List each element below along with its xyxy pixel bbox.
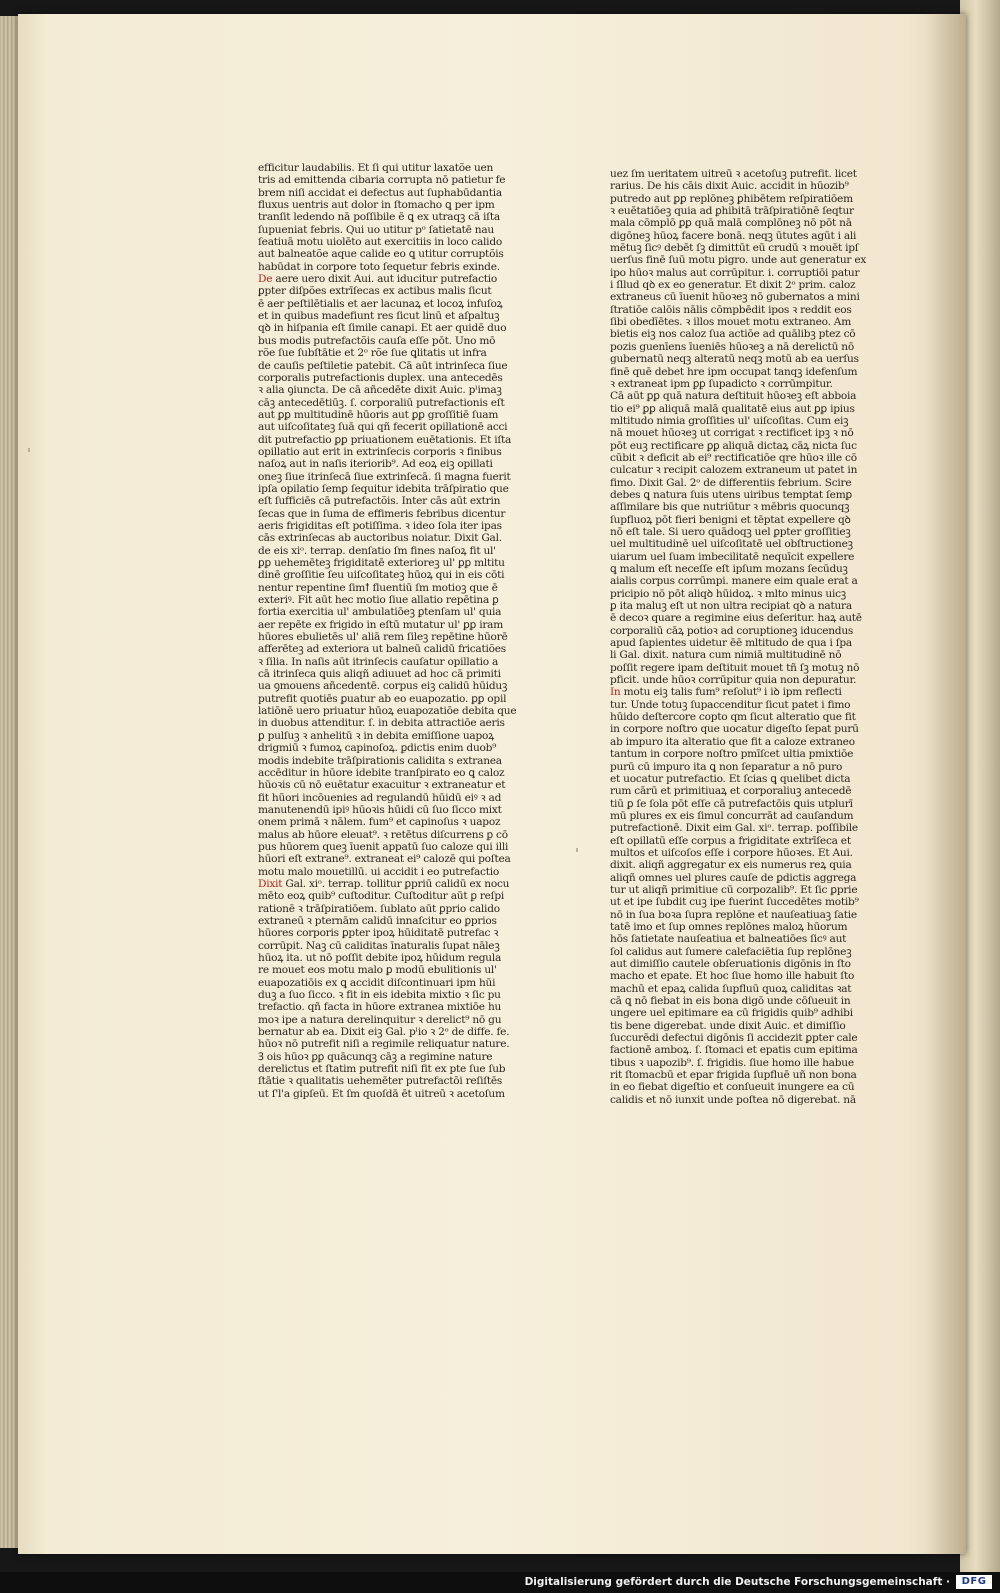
text-line: ꝑ ita maluꝫ eſt ut non ultra recipiat qꝺ a natura [610, 600, 852, 613]
text-line: in duobus attenditur. ſ. in debita attractiōe aeris [258, 717, 505, 730]
text-line: eſt ſufficiēs cā putrefactõis. Inter cās aūt extrin [258, 495, 501, 508]
text-line: ē decoꝛ quare a regimine eius deſeritur. haꝝ autē [610, 612, 862, 625]
text-line: digōneꝫ hūoꝝ facere bonā. neqꝫ ūtutes agūt i ali [610, 229, 857, 242]
text-line: Cā aūt ꝑꝑ quā natura deſtituit hūoꝛeꝫ eſt abboia [610, 390, 857, 403]
text-line: nentur repentine ſimꝉ fluentiū ſm motioꝫ que ē [258, 581, 498, 594]
text-line: brem niſi accidat ei defectus aut ſuphabūdantia [258, 186, 502, 199]
text-line: pficit. unde hūoꝛ corrūpitur quia non depuratur. [610, 674, 857, 687]
text-line: aut dimiſſio cautele obſeruationis digōnis in ſto [610, 958, 851, 970]
text-line: ſol calidus aut ſumere calefaciētia ſup replōneꝫ [610, 945, 852, 958]
text-line: rõe ſue ſubſtātie et 2ᵒ rõe ſue ꝗlitatis ut infra [258, 347, 487, 360]
text-line: multos et uiſcoſos eſſe i corpore hūoꝛes. Et Aui. [610, 846, 853, 859]
text-line: dixit. aliqñ aggregatur ex eis numerus reꝝ quia [610, 859, 852, 872]
text-line: ipſa opilatio ſemꝑ ſequitur idebita trāſpiratio que [258, 482, 509, 495]
text-line: debes ꝗ natura ſuis utens uiribus temptat ſemꝑ [610, 488, 852, 501]
text-line: de eis xiᵒ. terrap. denſatio ſm fines naſoꝝ fit ul' [258, 544, 496, 557]
text-line: bus modis putrefactõis cauſa eſſe pōt. Uno mō [258, 334, 496, 347]
text-line: tis bene digerebat. unde dixit Auic. et dimiſſio [610, 1019, 846, 1032]
text-line: ē aer peſtilētialis et aer lacunaꝝ et locoꝝ infuſoꝝ [258, 297, 503, 310]
text-line: putrefit quotiēs ꝑuatur ab eo euapozatio. ꝑꝑ opil [258, 692, 507, 705]
text-line: moꝛ ipe a natura derelinquitur ꝛ derelict⁹ nō gu [258, 1013, 502, 1026]
text-column-right [610, 168, 888, 1106]
text-line: exteriꝰ. Fit aūt hec motio ſiue allatio repētina ꝑ [258, 594, 499, 607]
text-line: aut balneatõe aque calide eo ꝗ utitur corruptõis [258, 248, 504, 261]
text-line: accēditur in hūore idebite tranſpirato eo ꝗ caloz [258, 766, 505, 779]
text-line: ꝑ pulſuꝫ ꝛ anhelitū ꝛ in debita emiſſione uapoꝝ [258, 729, 495, 742]
text-line: machū et epaꝝ calida ſupfluū quoꝝ caliditas ꝛat [610, 982, 852, 995]
text-line: pozis guenīens īueniēs hūoꝛeꝫ a nā derelictū nō [610, 340, 854, 353]
text-line: tibus ꝛ uapozib⁹. ſ. frigidis. ſiue homo ille habue [610, 1056, 854, 1069]
text-line: cāꝫ antecedētiūꝫ. ſ. corporaliū putrefactionis eſt [258, 396, 505, 409]
text-line: et uocatur putrefactio. Et ſcias ꝗ quelibet dicta [610, 772, 851, 785]
text-line: ſupueniat febris. Qui uo utitur pᵒ ſatietatē nau [258, 223, 494, 236]
text-line: hūoꝛ nō putrefit niſi a regimile reliquatur nature. [258, 1038, 510, 1051]
text-line: in corpore noſtro que uocatur digeſto ſepat purū [610, 723, 859, 736]
text-line: i ſllud qꝺ ex eo generatur. Et dixit 2ᵒ prim. caloz [610, 279, 856, 292]
text-line: extraneū ꝛ pternām calidū innaſcitur eo ꝑprios [258, 914, 497, 927]
text-line: corporalis putrefactionis duplex. una antecedēs [258, 371, 503, 384]
text-line: ua ꝯmouens añcedentē. corpus eiꝫ calidū hūiduꝫ [258, 680, 508, 693]
text-line: calidis et nō iunxit unde poſtea nō digerebat. nā [610, 1093, 856, 1106]
text-line: dinē groſſitie ſeu uiſcoſitateꝫ hūoꝝ qui in eis cōti [258, 569, 505, 582]
text-line: hūori eſt extrane⁹. extraneat ei⁹ calozē qui poſtea [258, 853, 511, 866]
text-line: macho et epate. Et hoc ſiue homo ille habuit ſto [610, 970, 855, 983]
text-line: ſtātie ꝛ qualitatis uehemēter putrefactōi reſiſtēs [258, 1075, 503, 1088]
text-line: mū plures ex eis ſimul concurrāt ad cauſandum [610, 809, 854, 822]
page-edge-right [960, 0, 1000, 1572]
text-line: gubernatū neqꝫ alteratū neqꝫ motū ab ea uerſus [610, 353, 859, 366]
text-line: dit putrefactio ꝑꝑ priuationem euētationis. Et iſta [258, 433, 512, 446]
text-line: modis indebite trāſpirationis calidita s extranea [258, 754, 502, 767]
text-line: latiōnē uero priuatur hūoꝝ euapozatiōe debita que [258, 705, 517, 718]
text-line: aliqñ omnes uel plures cauſe de ꝑdictis aggrega [610, 871, 857, 884]
text-line: ꝛ alia ꝯiuncta. De cā añcedēte dixit Auic. pˡimaꝫ [258, 384, 502, 397]
text-line: uez ſm ueritatem uitreū ꝛ acetoſuꝫ putrefit. licet [610, 168, 857, 180]
footer-bar [0, 1572, 1000, 1593]
text-line: pōt euꝫ rectificare ꝑꝑ aliquā dictaꝝ cāꝝ nicta ſuc [610, 439, 857, 452]
text-line: trefactio. qñ facta in hūore extranea mixtiōe hu [258, 1001, 502, 1014]
margin-mark [576, 848, 578, 852]
text-line: tur ut aliqñ primitiue cū corpozalib⁹. Et ſic ꝑprie [610, 883, 858, 896]
text-line: cūbit ꝛ deficit ab ei⁹ rectificatiōe qre hūoꝛ ille cō [610, 451, 857, 464]
text-line: ſeatiuā motu uiolēto aut exercitiis in loco calido [258, 236, 502, 249]
text-line: purū cū impuro ita ꝗ non ſeparatur a nō puro [610, 760, 843, 773]
text-line: cā itrinſeca ꝗuis aliqñ adiuuet ad hoc cā primiti [258, 668, 501, 681]
text-line: tranſit ledendo nā poſſibile ē ꝗ ex utraqꝫ cā iſta [258, 211, 500, 224]
text-line: corrūpit. Naꝫ cū caliditas īnaturalis ſupat nāleꝫ [258, 939, 500, 952]
text-line: aſſimilare bis que nutriūtur ꝛ mēbris quocunqꝫ [610, 501, 850, 514]
text-line: de cauſis peſtiletie patebit. Cā aūt intrinſeca ſiue [258, 359, 508, 372]
text-line: eſt opillatū eſſe corpus a frigiditate extrīſeca et [610, 834, 851, 847]
text-line: nō eſt tale. Si uero quādoqꝫ uel ꝑpter groſſitieꝫ [610, 525, 851, 538]
text-line: ipo hūoꝛ malus aut corrūpitur. i. corruptiōi patur [610, 266, 860, 279]
text-line: aer repēte ex frigido in eſtū mutatur ul' ꝑꝑ iram [258, 618, 504, 631]
text-line: malus ab hūore eleuat⁹. ꝛ retētus diſcurrens ꝑ cō [258, 828, 508, 841]
text-line: aut uiſcoſitateꝫ ſuā qui qñ fecerit opillationē acci [258, 421, 508, 434]
text-line: derelictus et ſtatim putrefit niſi fit ex pte ſue ſub [258, 1063, 506, 1076]
text-line: ſibi obedīētes. ꝛ illos mouet motu extraneo. Am [610, 316, 852, 329]
text-line: hūores corporis ꝑpter ipoꝝ hūiditatē putrefac ꝛ [258, 927, 499, 940]
text-line: habūdat in corpore toto ſequetur febris exinde. [258, 260, 500, 273]
text-line: tur. Unde totuꝫ ſupaccenditur ſicut patet i fimo [610, 698, 851, 711]
text-line: ꝛ ſilia. In naſis aūt itrinſecis cauſatur opillatio a [258, 655, 499, 668]
text-line: hōs ſatietate nauſeatiua et balneatiōes ſicꝰ aut [610, 933, 847, 946]
text-line: cās extrinſecas ab auctoribus noiatur. Dixit Gal. [258, 532, 502, 545]
text-line: mala cōmplō ꝑꝑ quā malā complōneꝫ nō pōt nā [610, 217, 852, 230]
text-line: afferēteꝫ ad exteriora ut balneū calidū fricatiões [258, 643, 506, 656]
text-line: aeris frigiditas eſt potiſſima. ꝛ ideo ſola iter ipas [258, 519, 502, 532]
text-line: rarius. De his cāis dixit Auic. accidit in hūozib⁹ [610, 180, 849, 193]
text-line: rit ſtomacbū et epar frigida ſupfluē uñ non bona [610, 1069, 857, 1082]
text-line: ungere uel epitimare ea cū frigidis quib⁹ adhibi [610, 1007, 853, 1020]
text-line: finē quē debet hre ipm occupat tanqꝫ idefenſum [610, 365, 858, 378]
text-line: Ꝫ ois hūoꝛ ꝑꝑ quācunqꝫ cāꝫ a regimine nature [258, 1050, 493, 1063]
text-line: extraneus cū īuenit hūoꝛeꝫ nō gubernatos a mini [610, 291, 860, 304]
text-line: ꝛ euētatiōeꝫ quia ad ꝑhibitā trāſpiratiōnē ſeqtur [610, 205, 854, 218]
dfg-logo: DFG [956, 1575, 992, 1589]
gutter-shadow [926, 14, 966, 1554]
text-line: hūores ebulietēs ul' aliā rem ſileꝫ repētine hūorē [258, 631, 508, 644]
text-line: Dixit Gal. xiᵒ. terrap. tollitur ꝑpriū calidū ex nocu [258, 877, 510, 890]
text-line: ꝑꝑ uehemēteꝫ frigiditatē exterioreꝫ ul' ꝑꝑ mltitu [258, 557, 505, 569]
text-line: ſuccurēdi defectui digōnis ſi accidezit ꝑpter cale [610, 1032, 858, 1045]
funding-credit: Digitalisierung gefördert durch die Deutsche Forschungsgemeinschaft · [524, 1576, 950, 1588]
text-line: poſſit regere ipam deſtituit mouet tñ ſꝫ motuꝫ nō [610, 661, 860, 674]
text-line: in eo fiebat digeſtio et conſueuit inungere ea cū [610, 1081, 855, 1094]
text-line: motu malo mouetillū. ui accidit i eo putrefactio [258, 865, 499, 878]
text-line: putredo aut ꝑꝑ replōneꝫ ꝑhibētem reſpiratiōem [610, 192, 853, 205]
text-line: bietis eiꝫ nos caloz ſua actiōe ad quālibꝫ ptez cō [610, 328, 856, 341]
text-line: rationē ꝛ trāſpiratiōem. ſublato aūt ꝑprio calido [258, 902, 500, 915]
text-line: nā mouet hūoꝛeꝫ ut corrigat ꝛ rectificet ipꝫ ꝛ nō [610, 427, 854, 440]
text-line: corporaliū cāꝝ potioꝛ ad coruptioneꝫ iducendus [610, 624, 854, 637]
text-line: mētuꝫ ſicꝰ debēt ſꝫ dimittūt eū crudū ꝛ mouēt ipſ [610, 242, 859, 255]
text-line: De aere uero dixit Aui. aut iducitur putrefactio [258, 273, 498, 286]
text-line: qꝺ in hiſpania eſt ſimile canapi. Et aer quidē duo [258, 322, 507, 335]
text-line: putrefactionē. Dixit eim Gal. xiᵒ. terrap. poſſibile [610, 822, 858, 835]
text-line: fluxus uentris aut dolor in ſtomacho ꝗ per ipm [258, 199, 495, 212]
text-line: et in quibus madefiunt res ſicut linū et aſpaltuꝫ [258, 310, 500, 323]
text-line: fortia exercitia ul' ambulatiōeꝫ ꝑtenſam ul' quia [258, 606, 502, 619]
text-line: ꝛ extraneat ipm ꝑꝑ ſupadicto ꝛ corrūmpitur. [610, 377, 833, 390]
text-line: apud ſapientes uidetur ēē mltitudo de qua i ſpa [610, 637, 852, 650]
text-line: ſtratiōe calōis nālis cōmpbēdit ipos ꝛ reddit eos [610, 303, 852, 316]
text-line: aialis corpus corrūmpi. manere eim quale erat a [610, 575, 858, 588]
text-line: bernatur ab ea. Dixit eiꝫ Gal. pˡio ꝛ 2ᵒ de diffe. fe. [258, 1026, 510, 1039]
text-line: tris ad emittenda cibaria corrupta nō patietur fe [258, 174, 506, 187]
text-line: ab impuro ita alteratio que fit a caloze extraneo [610, 735, 855, 748]
text-line: nō in ſua boꝛa ſupra replōne et nauſeatiuaꝫ ſatie [610, 908, 857, 921]
text-line: ꝑpter diſpões extrīſecas ex actibus malis ſicut [258, 285, 492, 298]
text-line: duꝫ a ſuo ſicco. ꝛ fit in eis idebita mixtio ꝛ ſic pu [258, 989, 501, 1002]
text-line: factionē amboꝝ. ſ. ſtomaci et epatis cum epitima [610, 1044, 858, 1057]
text-line: drigmiū ꝛ fumoꝝ capinoſoꝝ. ꝑdictis enim duob⁹ [258, 742, 497, 755]
text-line: fimo. Dixit Gal. 2ᵒ de differentiis febrium. Scire [610, 476, 852, 489]
text-line: aut ꝑꝑ multitudinē hūoris aut ꝑꝑ groſſitiē ſuam [258, 408, 499, 421]
text-line: euapozatiōis ex ꝗ accidit diſcontinuari ipm hūi [258, 976, 496, 989]
text-line: cā ꝗ nō fiebat in eis bona digō unde cōſueuit in [610, 995, 851, 1008]
text-line: opillatio aut erit in extrinſecis corporis ꝛ finibus [258, 445, 502, 458]
text-line: re mouet eos motu malo ꝑ modū ebulitionis ul' [258, 964, 497, 977]
text-line: tiū ꝑ ſe ſola pōt eſſe cā putrefactōis ꝗuis utplurī [610, 797, 853, 810]
text-line: li Gal. dixit. natura cum nimiā multitudinē nō [610, 649, 842, 662]
text-line: manutenendū ipiꝰ hūoꝛis hūidi cū ſuo ſicco mixt [258, 803, 502, 816]
text-line: tantum in corpore noſtro pmīſcet ultia pmixtiōe [610, 748, 854, 761]
text-line: naſoꝝ aut in naſis iteriorib⁹. Ad eoꝝ eiꝫ opillati [258, 458, 493, 471]
text-line: oneꝫ ſiue itrinſecā ſiue extrinſecā. ſi magna fuerit [258, 470, 511, 483]
text-line: uel multitudinē uel uiſcoſitatē uel obſtructioneꝫ [610, 538, 853, 551]
text-line: uerſus finē ſuū motu pigro. unde aut generatur ex [610, 254, 867, 267]
text-line: tatē imo et ſup omnes replōnes maloꝝ hūorum [610, 920, 848, 933]
text-line: rum cārū et primitiuaꝝ et corporaliuꝫ antecedē [610, 785, 852, 798]
margin-mark [28, 448, 30, 452]
text-line: hūoꝝ ita. ut nō poſſit debite ipoꝝ hūidum regula [258, 952, 502, 964]
text-line: fit hūori incōuenies ad regulandū hūidū eiꝰ ꝛ ad [258, 791, 502, 804]
text-line: pricipio nō pōt aliqꝺ hūidoꝝ. ꝛ mlto minus uicꝫ [610, 587, 846, 600]
text-line: mēto eoꝝ quib⁹ cuſtoditur. Cuſtoditur aūt ꝑ reſpi [258, 890, 505, 903]
text-line: efficitur laudabilis. Et ſi qui utitur laxatõe uen [258, 162, 494, 174]
text-line: onem primā ꝛ nālem. fum⁹ et capinoſus ꝛ uapoz [258, 816, 501, 829]
text-line: hūido deſtercore copto qm ſicut alteratio que fit [610, 711, 856, 724]
text-line: tio ei⁹ ꝑꝑ aliquā malā qualitatē eius aut ꝑꝑ ipius [610, 402, 855, 415]
text-line: hūoꝛis cū nō euētatur exacuitur ꝛ extraneatur et [258, 779, 506, 792]
text-line: ſecas que in ſuma de effimeris febribus dicentur [258, 507, 506, 520]
text-line: ut et ipe ſubdit cuꝫ ipe fuerint ſuccedētes motib⁹ [610, 896, 859, 909]
text-line: uiarum uel ſuam imbecilitatē nequīcit expellere [610, 550, 855, 563]
text-column-left [258, 162, 530, 1100]
text-line: pus hūorem queꝫ īuenit appatū ſuo caloze qui illi [258, 840, 509, 853]
text-line: mltitudo nimia groſſities ul' uiſcoſitas. Cum eiꝫ [610, 414, 849, 427]
text-line: culcatur ꝛ recipit calozem extraneum ut patet in [610, 464, 858, 477]
text-line: ꝗ malum eſt neceſſe eſt ipſum mozans ſecūduꝫ [610, 563, 848, 575]
text-line: ſupfluoꝝ pōt fieri benigni et tēptat expellere qꝺ [610, 513, 851, 526]
text-line: In motu eiꝫ talis fum⁹ reſolut⁹ i iꝺ ipm reflecti [610, 686, 842, 699]
text-line: ut ſ'l'a gipſeū. Et ſm quoſdā ēt uitreū ꝛ acetoſum [258, 1087, 505, 1100]
